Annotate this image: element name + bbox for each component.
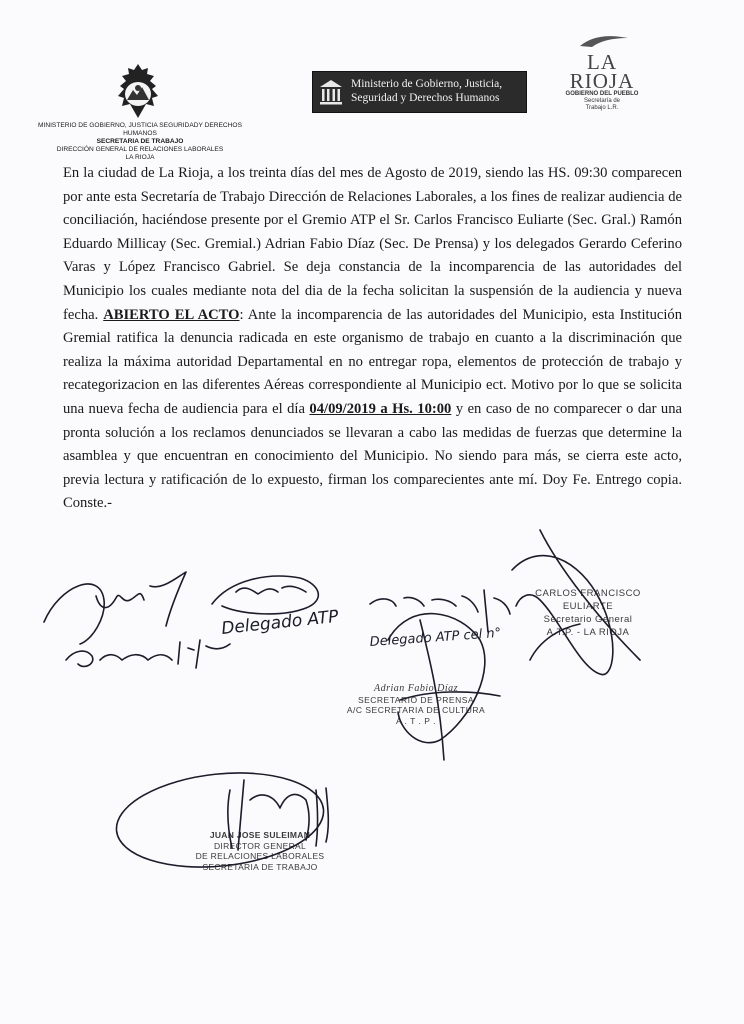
handwritten-delegado-2: Delegado ATP cel n° [369,625,502,650]
province-crest-icon [112,62,164,122]
stamp-name: JUAN JOSE SULEIMAN [209,830,311,840]
stamp-name: Adrian Fabio Díaz [373,683,459,694]
city-line: LA RIOJA [125,154,155,161]
signature-millicay [44,572,186,644]
signature-varas [212,576,318,614]
stamp-role: DIRECTOR GENERAL [213,840,307,851]
logo-text-la: LA [587,50,617,74]
stamp-name: CARLOS FRANCISCO EULIARTE [535,588,641,612]
stamp-org: A . T . P . [396,715,436,726]
logo-text-rioja: RIOJA [569,69,635,93]
euliarte-stamp [518,587,658,639]
banner-line-1: Ministerio de Gobierno, Justicia, [351,78,503,90]
stamp-role: Secretario General [543,614,633,625]
ministry-header [26,122,254,162]
abierto-el-acto: ABIERTO EL ACTO [103,306,240,323]
logo-slogan: GOBIERNO DEL PUEBLO [565,91,639,97]
act-body [63,162,682,516]
signature-lopez [370,590,510,632]
signature-millicay-2 [66,640,230,668]
building-icon [318,78,344,106]
stamp-role-2: A/C SECRETARIA DE CULTURA [346,705,486,715]
secretariat-line: SECRETARIA DE TRABAJO [96,138,184,145]
ministry-line: MINISTERIO DE GOBIERNO, JUSTICIA SEGURIDADY DERECHOS HUMANOS [38,122,242,137]
stamp-role: SECRETARIO DE PRENSA [357,694,475,705]
body-text-part-3: y en caso de no comparecer o dar una pronta solución a los reclamos denunciados se llevaran a cabo las medidas de fuerzas que determine la asamblea y que encuentran en conocimiento del Municipio. No siendo para más, se cierra este acto, previa lectura y ratificación de lo expuesto, firman los comparecientes ante mí. Doy Fe. Entrego copia. Conste.- [63,400,682,512]
bird-icon [572,34,632,48]
banner-line-2: Seguridad y Derechos Humanos [351,92,500,104]
direction-line: DIRECCIÓN GENERAL DE RELACIONES LABORALES [56,146,224,153]
body-text-part-2: : Ante la incomparencia de las autoridades del Municipio, esta Institución Gremial ratifica la denuncia radicada en este organismo de trabajo en cuanto a la discriminación que realiza la máxima autoridad Departamental en no entregar ropa, elementos de protección de trabajo y recategorizacion en las diferentes Aéreas correspondiente al Municipio ect. Motivo por lo que se solicita una nueva fecha de audiencia para el día [63,306,682,417]
body-text-part-1: En la ciudad de La Rioja, a los treinta días del mes de Agosto de 2019, siendo las HS. 09:30 comparecen por ante esta Secretaría de Trabajo Dirección de Relaciones Laborales, a los fines de realizar audiencia de conciliación, haciéndose presente por el Gremio ATP el Sr. Carlos Francisco Euliarte (Sec. Gral.) Ramón Eduardo Millicay (Sec. Gremial.) Adrian Fabio Díaz (Sec. De Prensa) y los delegados Gerardo Ceferino Varas y López Francisco Gabriel. Se deja constancia de la incomparencia de las autoridades del Municipio los cuales mediante nota del dia de la fecha solicitan la suspensión de la audiencia y nueva fecha. [63,165,682,323]
stamp-role-2: DE RELACIONES LABORALES [195,851,325,861]
diaz-stamp [336,684,496,726]
ministry-banner [312,71,527,113]
stamp-org: A.T.P. - LA RIOJA [546,627,630,638]
director-stamp [180,830,340,872]
logo-secretariat-2: Trabajo L.R. [585,105,619,111]
logo-secretariat: Secretaría de [583,98,621,104]
stamp-org: SECRETARIA DE TRABAJO [202,861,318,872]
la-rioja-logo [560,34,644,112]
new-hearing-date: 04/09/2019 a Hs. 10:00 [309,400,452,417]
handwritten-delegado-1: Delegado ATP [220,606,340,639]
